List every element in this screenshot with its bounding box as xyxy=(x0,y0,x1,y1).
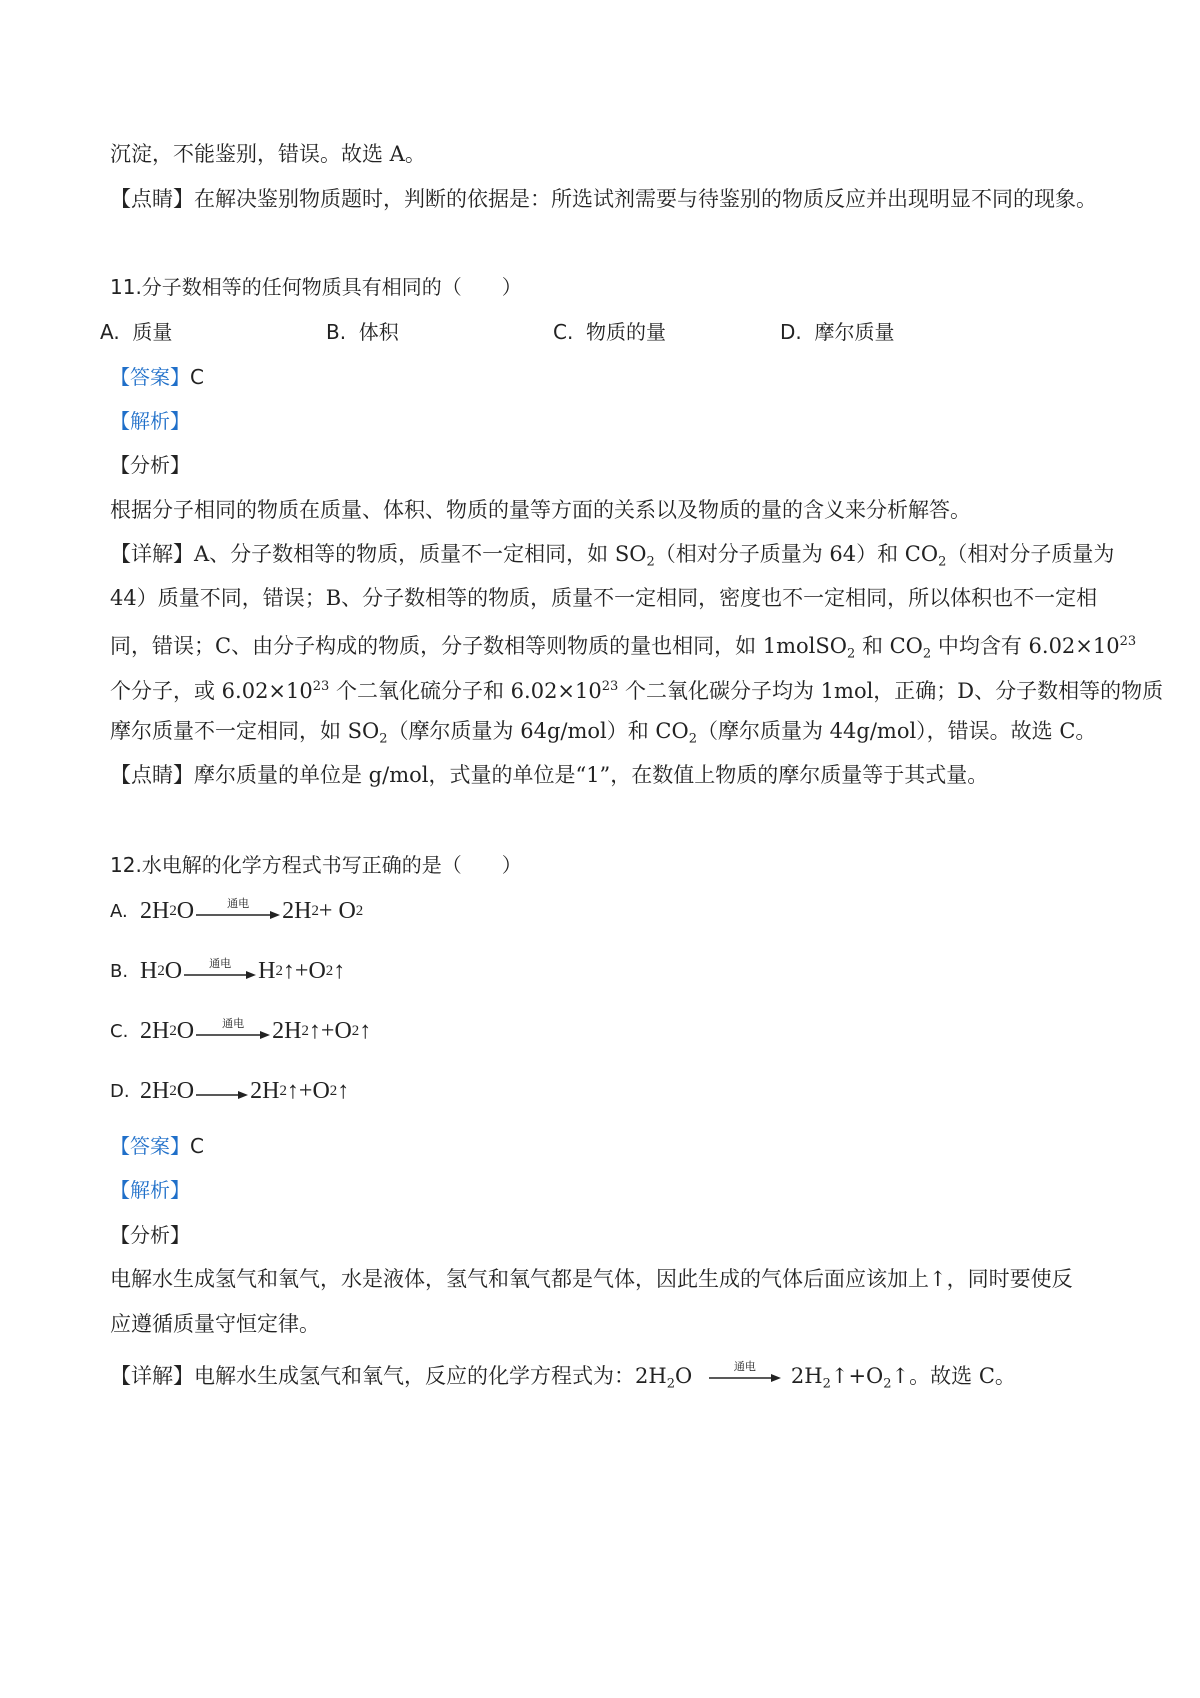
equation-b: H 2 O 通电 H 2 ↑+O 2 ↑ xyxy=(140,956,346,984)
q12-fenxi-line-1: 电解水生成氢气和氧气，水是液体，氢气和氧气都是气体，因此生成的气体后面应该加上↑，同时要使反 xyxy=(110,1267,1073,1291)
reaction-arrow-icon: 通电 xyxy=(184,958,256,980)
q11-fenxi-text: 根据分子相同的物质在质量、体积、物质的量等方面的关系以及物质的量的含义来分析解答。 xyxy=(110,498,971,522)
tip-text: 在解决鉴别物质题时，判断的依据是：所选试剂需要与待鉴别的物质反应并出现明显不同的现象。 xyxy=(194,187,1097,211)
q12-answer xyxy=(110,1132,204,1160)
q11-detail-line-5: 摩尔质量不一定相同，如 $SO_2$（摩尔质量为 64g/mol）和 $CO_2$（摩尔质量为 44g/mol），错误。故选 C。 xyxy=(110,719,1097,747)
answer-value: C xyxy=(190,365,204,389)
q11-detail-line-4: 个分子，或 $6.02\times 10^{23}$ 个二氧化硫分子和 $6.02\times 10^{23}$ 个二氧化碳分子均为 1mol，正确；D、分子数相等的物质 xyxy=(110,678,1164,703)
question-11-title: 11.分子数相等的任何物质具有相同的（ ） xyxy=(110,275,522,299)
q12-analysis-label: 【解析】 xyxy=(110,1178,190,1202)
q11-answer xyxy=(110,363,204,391)
equation-c: 2H 2 O 通电 2H 2 ↑+O 2 ↑ xyxy=(140,1016,372,1044)
answer-label: 【答案】 xyxy=(110,365,190,389)
q11-tip: 【点睛】摩尔质量的单位是 g/mol，式量的单位是“1”，在数值上物质的摩尔质量等于其式量。 xyxy=(110,763,989,787)
q12-fenxi-label: 【分析】 xyxy=(110,1223,190,1247)
reaction-arrow-icon: 通电 xyxy=(196,898,280,920)
q11-fenxi-label: 【分析】 xyxy=(110,453,190,477)
q11-analysis-label: 【解析】 xyxy=(110,409,190,433)
reaction-arrow-icon xyxy=(196,1090,248,1100)
reaction-arrow-icon: 通电 xyxy=(196,1018,270,1040)
q12-option-a: A. 2H 2 O 通电 2H 2 + O 2 xyxy=(110,896,364,924)
paragraph-continuation: 沉淀，不能鉴别，错误。故选 A。 xyxy=(110,142,426,166)
equation-a: 2H 2 O 通电 2H 2 + O 2 xyxy=(140,896,364,924)
q12-fenxi-line-2: 应遵循质量守恒定律。 xyxy=(110,1312,320,1336)
q11-detail-line-2: 44）质量不同，错误；B、分子数相等的物质，质量不一定相同，密度也不一定相同，所以体积也不一定相 xyxy=(110,586,1098,610)
tip-paragraph xyxy=(110,185,1097,213)
tip-label: 【点睛】 xyxy=(110,187,194,211)
answer-label: 【答案】 xyxy=(110,1134,190,1158)
q11-option-b: B. 体积 xyxy=(326,320,399,344)
question-12-title: 12.水电解的化学方程式书写正确的是（ ） xyxy=(110,853,522,877)
q11-option-a: A. 质量 xyxy=(100,320,173,344)
q12-option-d: D. 2H 2 O 2H 2 ↑+O 2 ↑ xyxy=(110,1078,350,1104)
q11-detail-line-1: 【详解】A、分子数相等的物质，质量不一定相同，如 $SO_2$（相对分子质量为 64）和 $CO_2$（相对分子质量为 xyxy=(110,542,1115,570)
q11-option-c: C. 物质的量 xyxy=(553,320,667,344)
equation-d: 2H 2 O 2H 2 ↑+O 2 ↑ xyxy=(140,1078,350,1104)
q12-option-c: C. 2H 2 O 通电 2H 2 ↑+O 2 ↑ xyxy=(110,1016,372,1044)
q11-option-d: D. 摩尔质量 xyxy=(780,320,895,344)
q11-detail-line-3: 同，错误；C、由分子构成的物质，分子数相等则物质的量也相同，如 1molSO$_2$ 和 $CO_2$ 中均含有 $6.02\times 10^{23}$ xyxy=(110,633,1137,662)
reaction-arrow-icon: 通电 xyxy=(709,1361,781,1383)
q12-option-b: B. H 2 O 通电 H 2 ↑+O 2 ↑ xyxy=(110,956,346,984)
answer-value: C xyxy=(190,1134,204,1158)
q12-detail: 【详解】电解水生成氢气和氧气，反应的化学方程式为：$2H_2O$ 通电 $2H_2↑+O_2↑$。故选 C。 xyxy=(110,1359,1016,1392)
